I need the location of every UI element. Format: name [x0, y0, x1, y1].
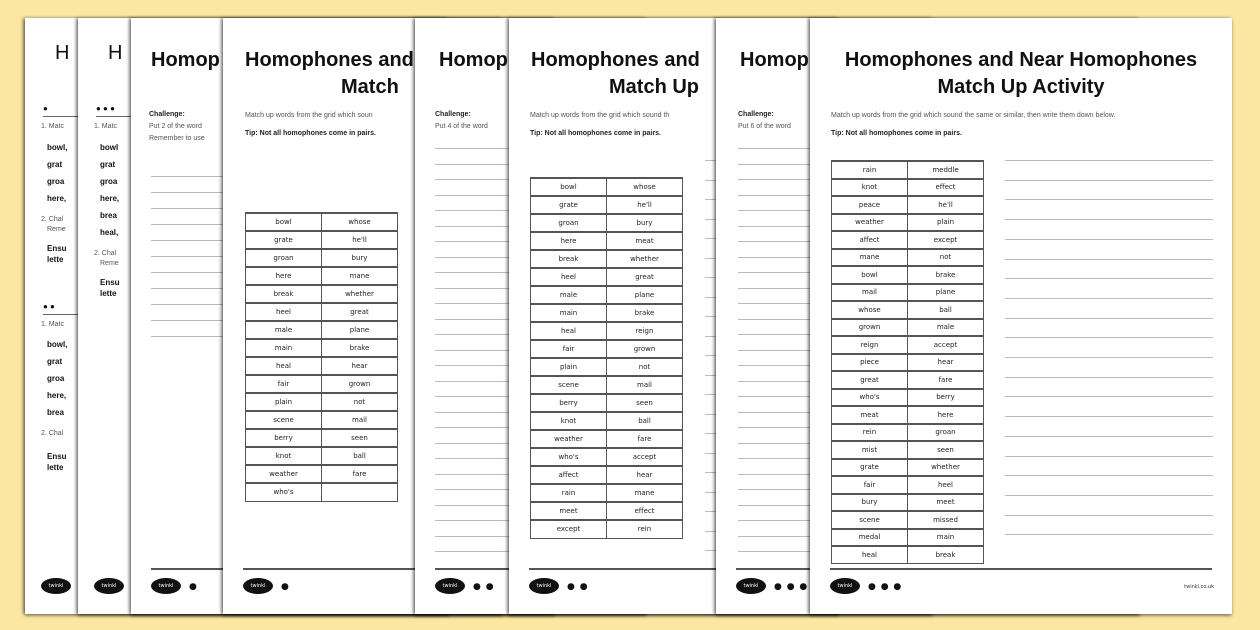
word-cell: fair [246, 375, 322, 393]
table-row [832, 529, 984, 547]
writing-line [1005, 377, 1213, 378]
table-row [832, 301, 984, 319]
table-row [832, 161, 984, 179]
table-row [246, 285, 398, 303]
table-row [832, 231, 984, 249]
question-2: 2. Chal [41, 430, 64, 437]
challenge-text: Put 6 of the word [738, 123, 791, 130]
word-cell: male [246, 321, 322, 339]
word-cell: who's [246, 483, 322, 501]
difficulty-dots: ● ● ● [96, 104, 115, 113]
twinkl-logo: twinkl [151, 578, 181, 594]
word-cell: berry [246, 429, 322, 447]
word: grat [100, 160, 116, 169]
word-cell: mane [832, 249, 908, 267]
writing-line [1005, 515, 1213, 516]
writing-line [1005, 160, 1213, 161]
word-cell: fare [322, 465, 398, 483]
table-row [246, 375, 398, 393]
writing-line [1005, 436, 1213, 437]
word-cell: fare [908, 371, 984, 389]
writing-line [1005, 259, 1213, 260]
table-row [246, 483, 398, 501]
word-cell: reign [607, 322, 683, 340]
table-row [832, 371, 984, 389]
writing-line [1005, 357, 1213, 358]
word-cell: who's [832, 389, 908, 407]
twinkl-logo: twinkl [830, 578, 860, 594]
word-cell: grown [607, 340, 683, 358]
word-cell: mist [832, 441, 908, 459]
word-cell: break [246, 285, 322, 303]
word: brea [47, 408, 64, 417]
challenge-note: Remember to use [149, 135, 205, 142]
word-cell: heal [531, 322, 607, 340]
table-row [832, 476, 984, 494]
word-cell: groan [246, 249, 322, 267]
word: groa [100, 177, 118, 186]
word-cell: scene [246, 411, 322, 429]
word-cell: grate [246, 231, 322, 249]
word-grid [245, 212, 398, 502]
word-cell: great [322, 303, 398, 321]
word-cell: reign [832, 336, 908, 354]
worksheet-page-8 [810, 18, 1232, 614]
word-cell: plane [908, 284, 984, 302]
word-cell: affect [832, 231, 908, 249]
word-cell: here [531, 232, 607, 250]
word-cell: accept [607, 448, 683, 466]
table-row [246, 393, 398, 411]
table-row [531, 484, 683, 502]
word-cell: meet [908, 494, 984, 512]
word-cell: great [607, 268, 683, 286]
writing-line [1005, 298, 1213, 299]
letter-text: lette [47, 463, 64, 472]
twinkl-logo: twinkl [435, 578, 465, 594]
writing-line [1005, 199, 1213, 200]
word: bowl [100, 143, 119, 152]
word-cell: whether [607, 250, 683, 268]
word-cell: main [246, 339, 322, 357]
word-cell: ball [908, 301, 984, 319]
word-cell: medal [832, 529, 908, 547]
word-cell: except [531, 520, 607, 538]
word-cell: here [908, 406, 984, 424]
table-row [531, 394, 683, 412]
word-cell: plane [607, 286, 683, 304]
word-cell: break [908, 546, 984, 564]
writing-line [1005, 318, 1213, 319]
word-cell: mail [607, 376, 683, 394]
website-url: twinkl.co.uk [1184, 584, 1214, 590]
table-row [531, 412, 683, 430]
word-cell: meddle [908, 161, 984, 179]
word-cell: berry [908, 389, 984, 407]
word-cell: brake [908, 266, 984, 284]
table-row [832, 389, 984, 407]
word: here, [47, 194, 67, 203]
word-cell: mane [607, 484, 683, 502]
word-cell: who's [531, 448, 607, 466]
word-cell: main [908, 529, 984, 547]
challenge-text: Put 2 of the word [149, 123, 202, 130]
word-cell: seen [908, 441, 984, 459]
question-1: 1. Matc [41, 123, 64, 130]
table-row [531, 340, 683, 358]
word-cell: weather [246, 465, 322, 483]
table-row [832, 406, 984, 424]
word-cell: hear [607, 466, 683, 484]
word-cell: rein [607, 520, 683, 538]
table-row [531, 214, 683, 232]
word-cell: he'll [322, 231, 398, 249]
table-row [832, 266, 984, 284]
twinkl-logo: twinkl [243, 578, 273, 594]
word-cell: bowl [832, 266, 908, 284]
word-cell: hear [908, 354, 984, 372]
word-cell: plain [246, 393, 322, 411]
table-row [832, 214, 984, 232]
word-cell: brake [322, 339, 398, 357]
page-title: H [55, 42, 70, 64]
word-cell: bury [607, 214, 683, 232]
table-row [531, 304, 683, 322]
instructions: Match up words from the grid which soun [245, 112, 373, 119]
word-cell: plain [908, 214, 984, 232]
table-row [246, 411, 398, 429]
table-row [531, 502, 683, 520]
word-cell: weather [832, 214, 908, 232]
word-cell: grate [832, 459, 908, 477]
ensure-text: Ensu [100, 278, 120, 287]
writing-line [1005, 180, 1213, 181]
ensure-text: Ensu [47, 244, 67, 253]
word-cell: whether [322, 285, 398, 303]
word-cell: meat [607, 232, 683, 250]
table-row [246, 321, 398, 339]
table-row [246, 249, 398, 267]
page-title: H [108, 42, 123, 64]
difficulty-dots: ● [281, 582, 290, 592]
word-cell: break [531, 250, 607, 268]
word-cell: seen [322, 429, 398, 447]
word-cell: here [246, 267, 322, 285]
table-row [832, 424, 984, 442]
word-cell: fare [607, 430, 683, 448]
word-cell: grate [531, 196, 607, 214]
table-row [246, 267, 398, 285]
writing-line [1005, 396, 1213, 397]
table-row [531, 268, 683, 286]
word-cell: mane [322, 267, 398, 285]
word-cell: rain [531, 484, 607, 502]
tip: Tip: Not all homophones come in pairs. [245, 130, 376, 137]
word-cell: heel [246, 303, 322, 321]
word-cell: heel [908, 476, 984, 494]
twinkl-logo: twinkl [736, 578, 766, 594]
word-cell: heal [246, 357, 322, 375]
divider [43, 314, 83, 315]
table-row [246, 465, 398, 483]
letter-text: lette [47, 255, 64, 264]
word: here, [47, 391, 67, 400]
word-cell: whose [832, 301, 908, 319]
table-row [832, 354, 984, 372]
writing-line [1005, 534, 1213, 535]
word-cell: knot [531, 412, 607, 430]
table-row [531, 520, 683, 538]
twinkl-logo: twinkl [529, 578, 559, 594]
page-title: Homop [151, 49, 220, 71]
word-cell: bury [322, 249, 398, 267]
word-cell: he'll [607, 196, 683, 214]
challenge-label: Challenge: [149, 111, 185, 118]
page-title-line-1: Homophones and [531, 49, 700, 71]
word: groa [47, 374, 65, 383]
word: brea [100, 211, 117, 220]
word-cell: scene [832, 511, 908, 529]
word: bowl, [47, 143, 68, 152]
table-row [246, 303, 398, 321]
difficulty-dots: ● ● [43, 302, 55, 311]
word-cell: knot [832, 179, 908, 197]
table-row [531, 286, 683, 304]
word-cell: plain [531, 358, 607, 376]
word-cell: meat [832, 406, 908, 424]
table-row [531, 466, 683, 484]
challenge-label: Challenge: [738, 111, 774, 118]
letter-text: lette [100, 289, 117, 298]
word-cell: grown [832, 319, 908, 337]
table-row [832, 319, 984, 337]
table-row [531, 376, 683, 394]
word-cell: ball [322, 447, 398, 465]
question-2-note: Reme [100, 260, 119, 267]
word-cell: mail [322, 411, 398, 429]
page-title-line-2: Match Up Activity [937, 76, 1105, 98]
word-cell: male [908, 319, 984, 337]
word: grat [47, 357, 63, 366]
page-title: Homop [740, 49, 809, 71]
word-cell: affect [531, 466, 607, 484]
word-cell: heel [531, 268, 607, 286]
table-row [246, 213, 398, 231]
word: bowl, [47, 340, 68, 349]
table-row [531, 322, 683, 340]
writing-line [1005, 475, 1213, 476]
word-cell: knot [246, 447, 322, 465]
table-row [832, 249, 984, 267]
writing-line [1005, 278, 1213, 279]
word-cell: bowl [246, 213, 322, 231]
table-row [832, 459, 984, 477]
question-1: 1. Matc [41, 321, 64, 328]
tip: Tip: Not all homophones come in pairs. [831, 130, 962, 137]
difficulty-dots: ● [189, 582, 198, 592]
word-cell: scene [531, 376, 607, 394]
question-1: 1. Matc [94, 123, 117, 130]
word-cell: accept [908, 336, 984, 354]
question-2: 2. Chal [41, 216, 64, 223]
difficulty-dots: ● ● [473, 582, 495, 592]
word-cell: groan [908, 424, 984, 442]
table-row [832, 511, 984, 529]
divider [96, 116, 136, 117]
writing-line [1005, 219, 1213, 220]
difficulty-dots: ● ● [567, 582, 589, 592]
writing-line [1005, 495, 1213, 496]
table-row [246, 231, 398, 249]
word: grat [47, 160, 63, 169]
table-row [246, 447, 398, 465]
writing-line [1005, 456, 1213, 457]
word: here, [100, 194, 120, 203]
question-2-note: Reme [47, 226, 66, 233]
difficulty-dots: ● [43, 104, 48, 113]
word-cell: piece [832, 354, 908, 372]
word-grid [831, 160, 984, 564]
word-cell: great [832, 371, 908, 389]
challenge-text: Put 4 of the word [435, 123, 488, 130]
table-row [832, 336, 984, 354]
table-row [832, 441, 984, 459]
instructions: Match up words from the grid which sound th [530, 112, 670, 119]
table-row [832, 179, 984, 197]
word-cell: groan [531, 214, 607, 232]
footer-rule [830, 568, 1212, 570]
word-cell: plane [322, 321, 398, 339]
word-cell: fair [531, 340, 607, 358]
word-cell: effect [908, 179, 984, 197]
word-cell: except [908, 231, 984, 249]
page-title-line-2: Match Up [609, 76, 699, 98]
word-cell: grown [322, 375, 398, 393]
word-cell: ball [607, 412, 683, 430]
challenge-label: Challenge: [435, 111, 471, 118]
question-2: 2. Chal [94, 250, 117, 257]
table-row [531, 448, 683, 466]
writing-line [1005, 239, 1213, 240]
page-title-line-1: Homophones and [245, 49, 414, 71]
word-cell: mail [832, 284, 908, 302]
table-row [832, 546, 984, 564]
divider [43, 116, 83, 117]
word-cell: peace [832, 196, 908, 214]
difficulty-dots: ● ● ● [774, 582, 809, 592]
instructions: Match up words from the grid which sound the same or similar, then write them down below. [831, 112, 1116, 119]
word-cell: bowl [531, 178, 607, 196]
word-cell: rain [832, 161, 908, 179]
table-row [531, 196, 683, 214]
table-row [246, 429, 398, 447]
twinkl-logo: twinkl [41, 578, 71, 594]
table-row [832, 494, 984, 512]
word-cell [322, 483, 398, 501]
table-row [531, 232, 683, 250]
table-row [531, 178, 683, 196]
word-cell: hear [322, 357, 398, 375]
word-cell: weather [531, 430, 607, 448]
table-row [531, 430, 683, 448]
word-cell: main [531, 304, 607, 322]
word-cell: male [531, 286, 607, 304]
writing-line [1005, 416, 1213, 417]
word-cell: not [322, 393, 398, 411]
word: groa [47, 177, 65, 186]
word-grid [530, 177, 683, 539]
word-cell: fair [832, 476, 908, 494]
word-cell: rein [832, 424, 908, 442]
word-cell: meet [531, 502, 607, 520]
word-cell: missed [908, 511, 984, 529]
word-cell: seen [607, 394, 683, 412]
word-cell: not [908, 249, 984, 267]
word-cell: he'll [908, 196, 984, 214]
tip: Tip: Not all homophones come in pairs. [530, 130, 661, 137]
word-cell: bury [832, 494, 908, 512]
word-cell: whether [908, 459, 984, 477]
table-row [246, 357, 398, 375]
word-cell: effect [607, 502, 683, 520]
table-row [832, 196, 984, 214]
word-cell: heal [832, 546, 908, 564]
ensure-text: Ensu [47, 452, 67, 461]
page-title-line-2: Match [341, 76, 399, 98]
word-cell: brake [607, 304, 683, 322]
word: heal, [100, 228, 119, 237]
word-cell: not [607, 358, 683, 376]
table-row [531, 250, 683, 268]
word-cell: berry [531, 394, 607, 412]
page-title-line-1: Homophones and Near Homophones [844, 49, 1198, 71]
table-row [246, 339, 398, 357]
difficulty-dots: ● ● ● [868, 582, 903, 592]
table-row [531, 358, 683, 376]
twinkl-logo: twinkl [94, 578, 124, 594]
page-title: Homop [439, 49, 508, 71]
writing-line [1005, 337, 1213, 338]
word-cell: whose [322, 213, 398, 231]
table-row [832, 284, 984, 302]
word-cell: whose [607, 178, 683, 196]
